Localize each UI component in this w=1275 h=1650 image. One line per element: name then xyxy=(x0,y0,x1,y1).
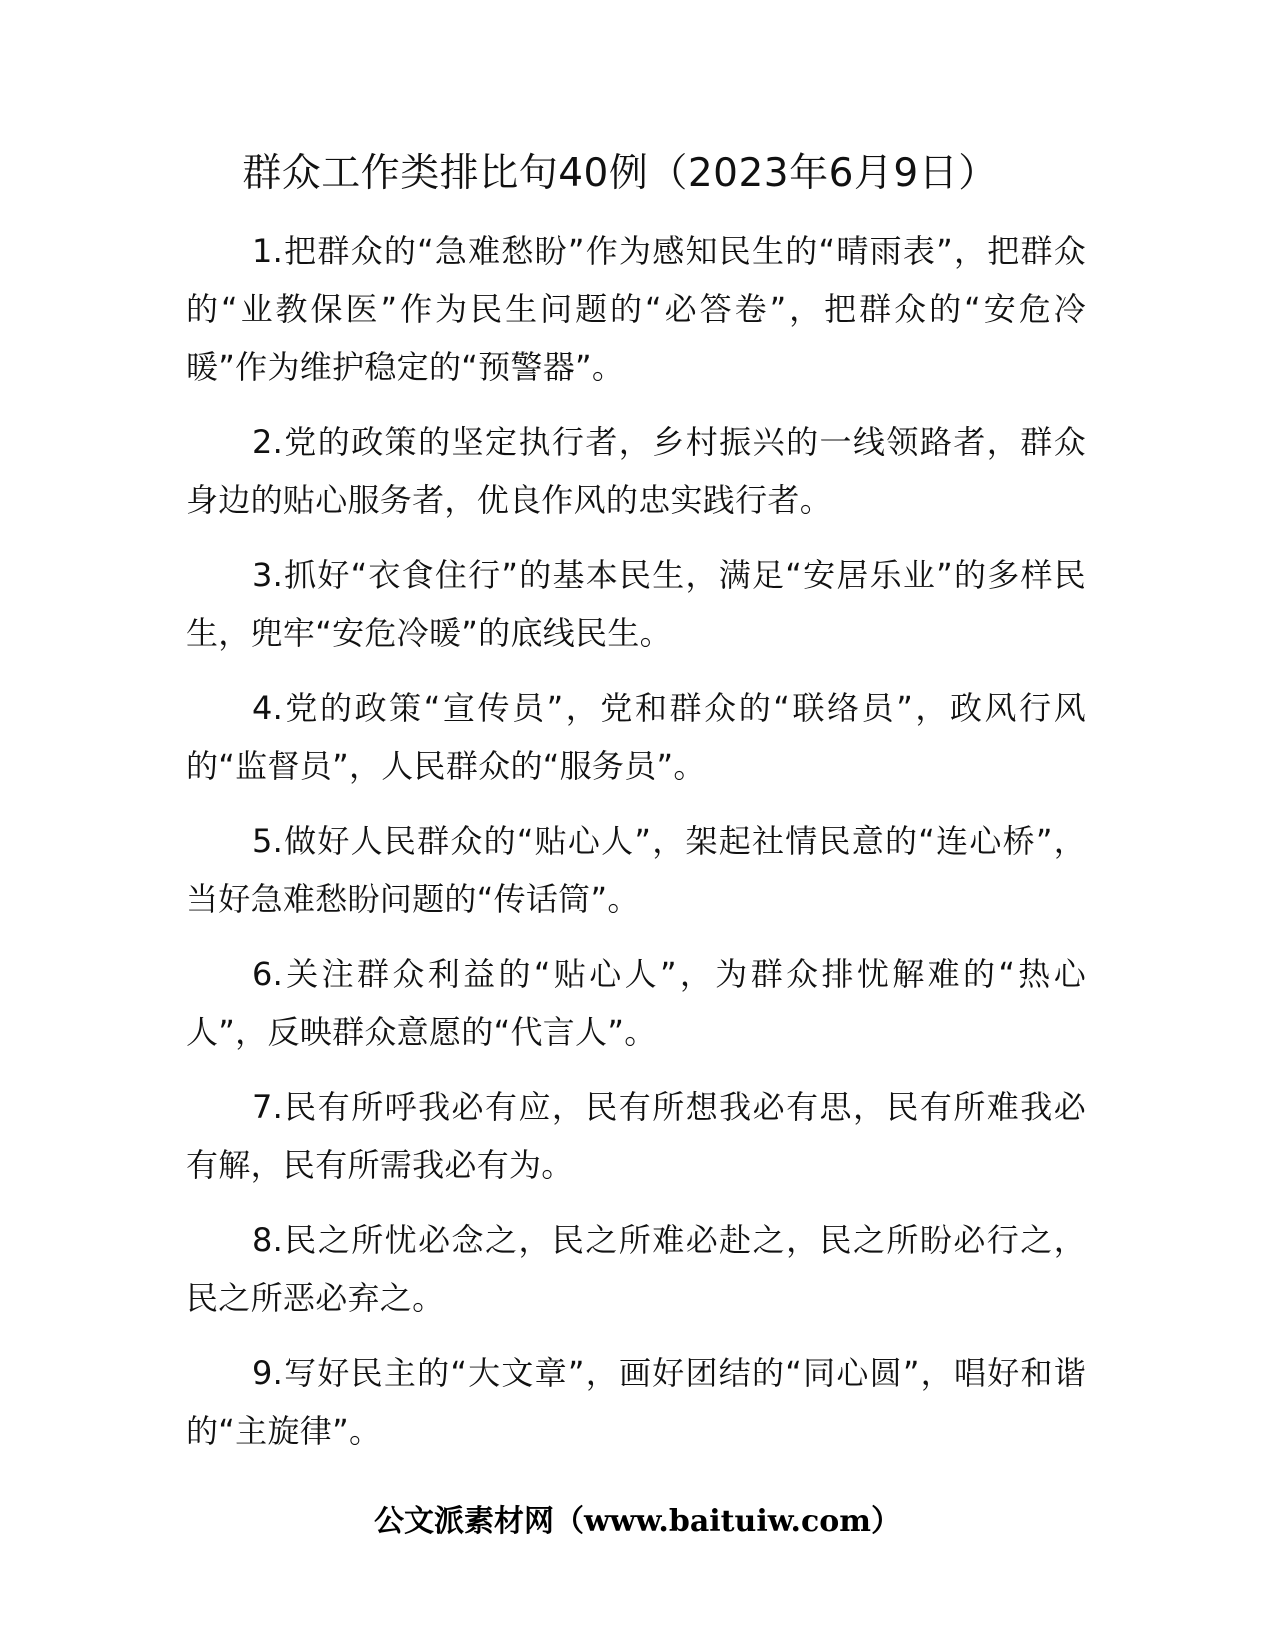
document-body xyxy=(186,222,1086,1477)
paragraph-8: 8.民之所忧必念之，民之所难必赴之，民之所盼必行之，民之所恶必弃之。 xyxy=(186,1221,1086,1317)
page-footer-source: 公文派素材网（www.baituiw.com） xyxy=(373,1504,902,1539)
paragraph-3: 3.抓好“衣食住行”的基本民生，满足“安居乐业”的多样民生，兜牢“安危冷暖”的底线民生。 xyxy=(186,556,1086,652)
paragraph-5: 5.做好人民群众的“贴心人”，架起社情民意的“连心桥”，当好急难愁盼问题的“传话筒”。 xyxy=(186,822,1086,918)
paragraph-2: 2.党的政策的坚定执行者，乡村振兴的一线领路者，群众身边的贴心服务者，优良作风的忠实践行者。 xyxy=(186,423,1086,519)
paragraph-9: 9.写好民主的“大文章”，画好团结的“同心圆”，唱好和谐的“主旋律”。 xyxy=(186,1354,1086,1450)
paragraph-1: 1.把群众的“急难愁盼”作为感知民生的“晴雨表”，把群众的“业教保医”作为民生问题的“必答卷”，把群众的“安危冷暖”作为维护稳定的“预警器”。 xyxy=(186,232,1086,386)
paragraph-6: 6.关注群众利益的“贴心人”，为群众排忧解难的“热心人”，反映群众意愿的“代言人”。 xyxy=(186,955,1086,1051)
document-title: 群众工作类排比句40例（2023年6月9日） xyxy=(242,151,998,196)
paragraph-7: 7.民有所呼我必有应，民有所想我必有思，民有所难我必有解，民有所需我必有为。 xyxy=(186,1088,1086,1184)
paragraph-4: 4.党的政策“宣传员”，党和群众的“联络员”，政风行风的“监督员”，人民群众的“服务员”。 xyxy=(186,689,1086,785)
